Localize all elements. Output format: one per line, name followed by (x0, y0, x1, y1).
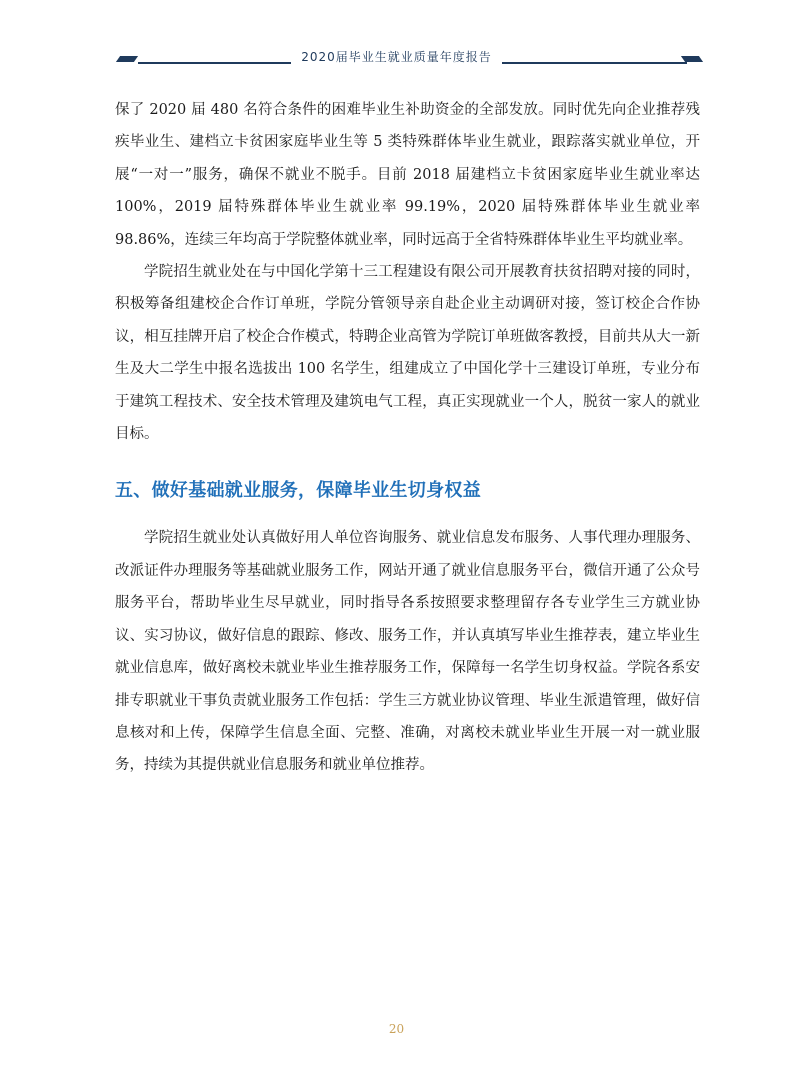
body-paragraph: 学院招生就业处在与中国化学第十三工程建设有限公司开展教育扶贫招聘对接的同时，积极筹备组建校企合作订单班，学院分管领导亲自赴企业主动调研对接，签订校企合作协议，相互挂牌开启了校企合作模式，特聘企业高管为学院订单班做客教授，目前共从大一新生及大二学生中报名选拔出 100 名学生，组建成立了中国化学十三建设订单班，专业分布于建筑工程技术、安全技术管理及建筑电气工程，真正实现就业一个人，脱贫一家人的就业目标。 (115, 264, 700, 443)
page-body (115, 94, 700, 782)
running-header-title: 2020届毕业生就业质量年度报告 (291, 50, 502, 64)
running-header (0, 48, 793, 65)
section-heading: 五、做好基础就业服务，保障毕业生切身权益 (115, 480, 481, 502)
body-paragraph-continued: 保了 2020 届 480 名符合条件的困难毕业生补助资金的全部发放。同时优先向企业推荐残疾毕业生、建档立卡贫困家庭毕业生等 5 类特殊群体毕业生就业，跟踪落实就业单位，开展“一对一”服务，确保不就业不脱手。目前 2018 届建档立卡贫困家庭毕业生就业率达 100%，2019 届特殊群体毕业生就业率 99.19%，2020 届特殊群体毕业生就业率 98.86%，连续三年均高于学院整体就业率，同时远高于全省特殊群体毕业生平均就业率。 (115, 102, 700, 248)
section-paragraph: 学院招生就业处认真做好用人单位咨询服务、就业信息发布服务、人事代理办理服务、改派证件办理服务等基础就业服务工作，网站开通了就业信息服务平台，微信开通了公众号服务平台，帮助毕业生尽早就业，同时指导各系按照要求整理留存各专业学生三方就业协议、实习协议，做好信息的跟踪、修改、服务工作，并认真填写毕业生推荐表，建立毕业生就业信息库，做好离校未就业毕业生推荐服务工作，保障每一名学生切身权益。学院各系安排专职就业干事负责就业服务工作包括：学生三方就业协议管理、毕业生派遣管理，做好信息核对和上传，保障学生信息全面、完整、准确，对离校未就业毕业生开展一对一就业服务，持续为其提供就业信息服务和就业单位推荐。 (115, 530, 700, 774)
page-number: 20 (388, 1022, 405, 1036)
